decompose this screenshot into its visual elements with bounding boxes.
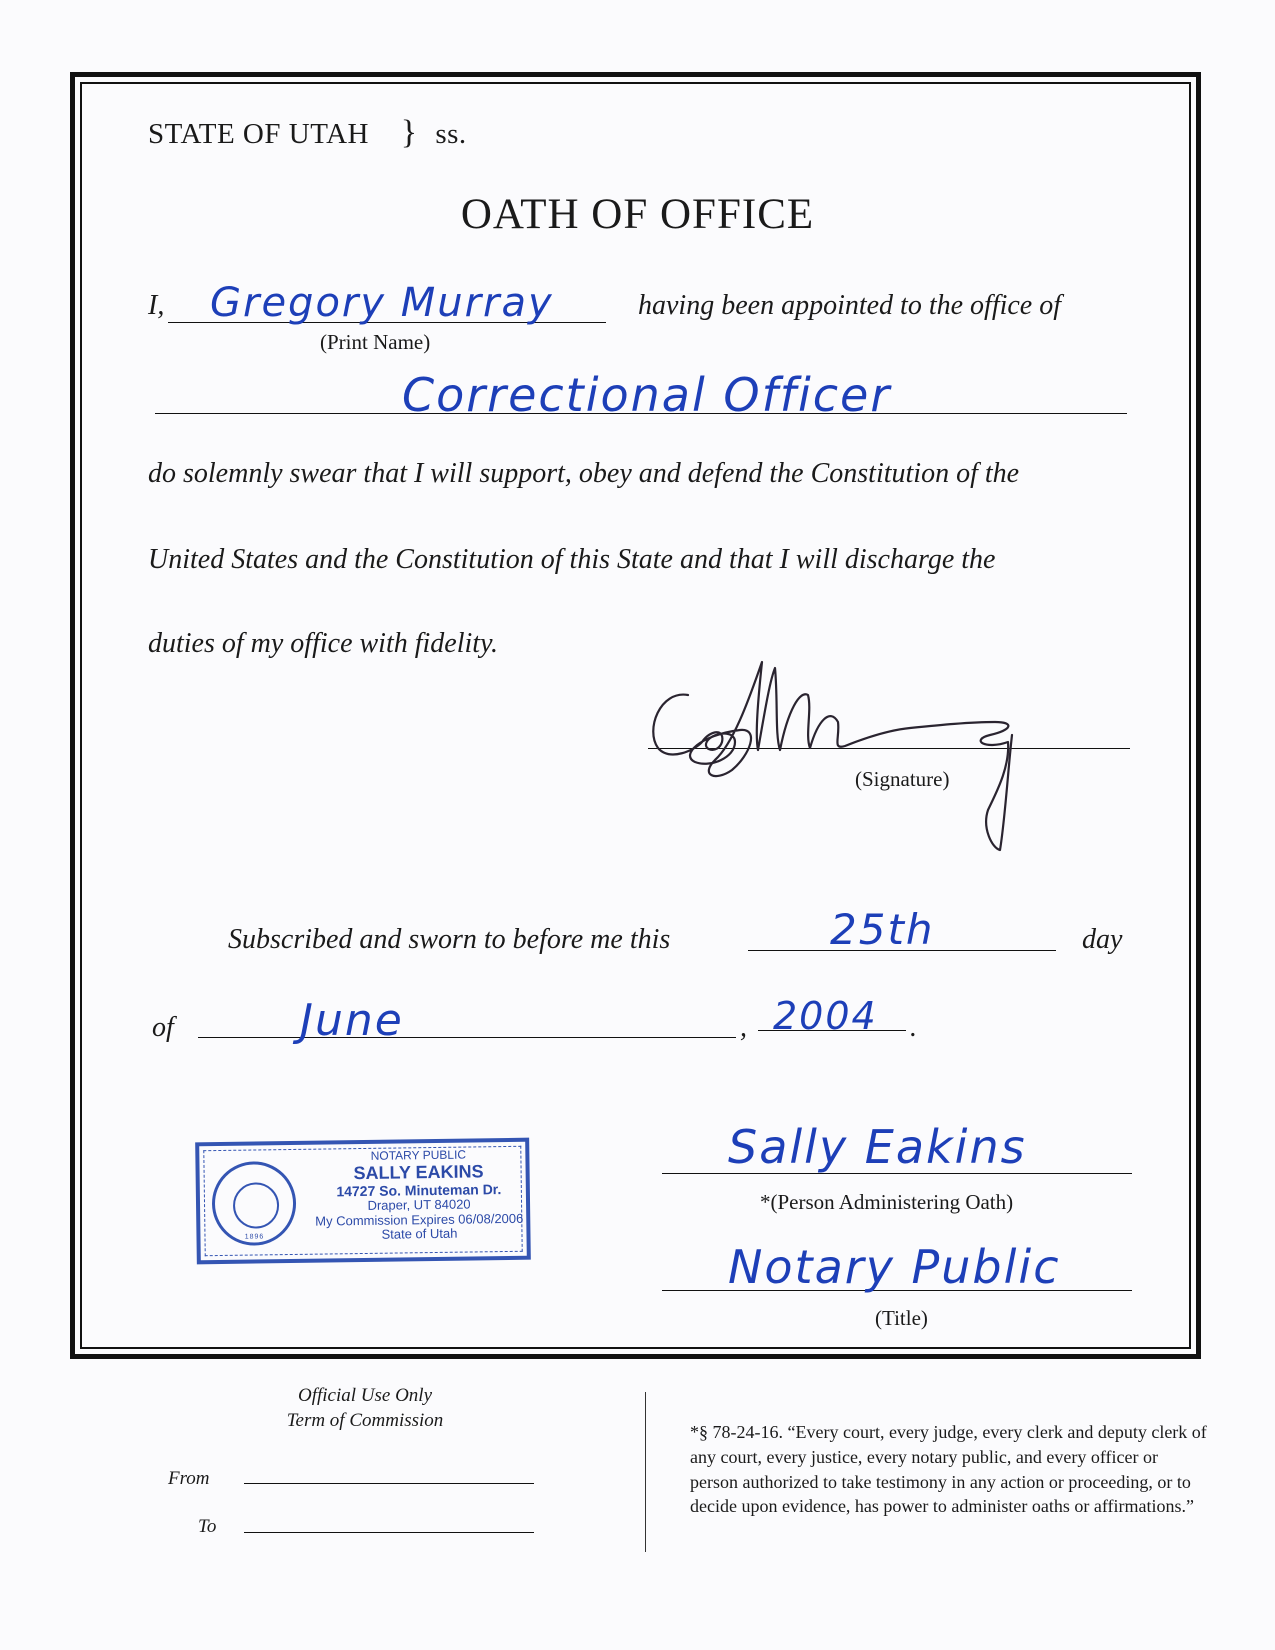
stamp-line-2: SALLY EAKINS [353,1161,484,1184]
title-value: Notary Public [728,1240,1061,1294]
stamp-line-3: 14727 So. Minuteman Dr. [336,1180,502,1199]
year-value: 2004 [773,994,878,1038]
stamp-line-6: State of Utah [381,1226,458,1243]
oath-line-2: United States and the Constitution of this State and that I will discharge the [148,544,996,575]
of-label: of [152,1012,174,1043]
administrator-value: Sally Eakins [728,1120,1027,1174]
office-value: Correctional Officer [402,368,892,422]
page-title: OATH OF OFFICE [460,191,815,238]
statute-text: *§ 78-24-16. “Every court, every judge, every clerk and deputy clerk of any court, every justice, every notary public, and every officer or person authorized to take testimony in any action or proceeding, or to decide upon evidence, has power to administer oaths or affirmations.” [690,1422,1207,1517]
day-label: day [1082,924,1123,955]
oath-line-1: do solemnly swear that I will support, obey and defend the Constitution of the [148,458,1020,489]
to-label: To [198,1516,217,1537]
ss-label: ss. [435,118,467,150]
title-label: (Title) [875,1306,928,1330]
signature-label: (Signature) [855,767,950,791]
footer-divider [645,1392,646,1552]
month-line [198,1037,736,1038]
subscribed-text: Subscribed and sworn to before me this [228,924,671,955]
stamp-line-4: Draper, UT 84020 [367,1196,471,1214]
from-line [244,1483,534,1484]
state-heading [148,114,467,152]
term-label: Term of Commission [286,1410,444,1431]
name-value: Gregory Murray [210,280,554,326]
day-value: 25th [830,905,935,954]
brace-glyph: } [400,114,418,151]
state-seal-icon [211,1161,296,1246]
month-value: June [300,995,404,1046]
state-label: STATE OF UTAH [148,118,369,150]
seal-year: 1896 [244,1233,265,1241]
period-glyph: . [910,1012,917,1043]
stamp-line-1: NOTARY PUBLIC [370,1147,467,1163]
seal-core [233,1182,280,1229]
oath-line-3: duties of my office with fidelity. [148,628,498,659]
appointed-text: having been appointed to the office of [638,290,1062,321]
stamp-text [309,1148,528,1244]
i-label: I, [148,290,165,321]
from-label: From [168,1468,210,1489]
notary-stamp [195,1138,531,1265]
signature-scribble [640,650,1100,860]
to-line [244,1532,534,1533]
comma-glyph: , [740,1012,747,1043]
official-use-label: Official Use Only [297,1385,433,1406]
administrator-label: *(Person Administering Oath) [760,1190,1014,1214]
stamp-line-5: My Commission Expires 06/08/2006 [315,1210,524,1229]
print-name-label: (Print Name) [320,330,431,354]
